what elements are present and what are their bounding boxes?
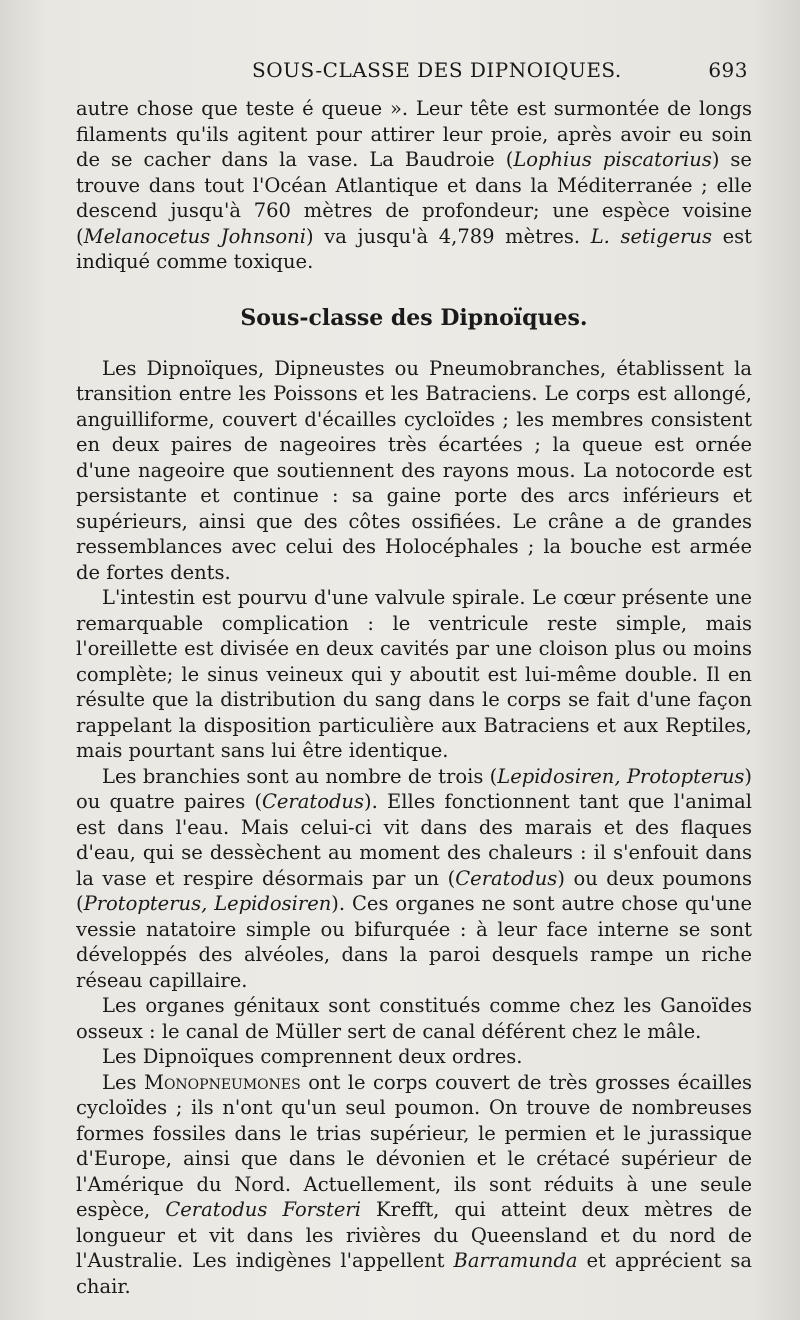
- text-run: Les: [102, 1070, 144, 1094]
- italic-run: Ceratodus Forsteri: [165, 1198, 361, 1221]
- running-head: [76, 58, 752, 96]
- paragraph-reproduction: Les organes génitaux sont constitués comme chez les Ganoïdes osseux : le canal de Müller sert de canal déférent chez le mâle.: [76, 994, 752, 1043]
- text-run: ont le corps couvert de très grosses écailles cycloïdes ; ils n'ont qu'un seul poumon. On trouve de nombreuses formes fossiles dans le trias supérieur, le permien et le jurassique d'Europe, ainsi que dans le dévonien et le crétacé supérieur de l'Amérique du Nord. Actuellement, ils sont réduits à une seule espèce,: [76, 1070, 752, 1221]
- text-run: ). Elles fonctionnent tant que l'animal est dans l'eau. Mais celui-ci vit dans des marais et des flaques d'eau, qui se dessèchent au moment des chaleurs : il s'enfouit dans la vase et respire désormais par un (: [76, 790, 752, 890]
- text-run: ) ou deux poumons (: [76, 866, 752, 915]
- paragraph-respiration: [76, 764, 752, 994]
- paragraph-orders: Les Dipnoïques comprennent deux ordres.: [102, 1045, 523, 1068]
- text-run: est indiqué comme toxique.: [76, 224, 752, 273]
- text-run: ). Ces organes ne sont autre chose qu'une vessie natatoire simple ou bifurquée : à leur face interne se sont développés des alvéoles, dans la paroi desquels rampe un riche réseau capillaire.: [76, 892, 752, 992]
- page-number: 693: [708, 58, 748, 82]
- paragraph-anatomy: L'intestin est pourvu d'une valvule spirale. Le cœur présente une remarquable complication : le ventricule reste simple, mais l'oreillette est divisée en deux cavités par une cloison plus ou moins complète; le sinus veineux qui y aboutit est lui-même double. Il en résulte que la distribution du sang dans le corps se fait d'une façon rappelant la disposition particulière aux Batraciens et aux Reptiles, mais pourtant sans lui être identique.: [76, 586, 752, 762]
- italic-run: Melanocetus Johnsoni: [83, 224, 306, 248]
- italic-run: Lepidosiren, Protopterus: [497, 764, 745, 788]
- text-run: ) va jusqu'à 4,789 mètres.: [305, 224, 591, 248]
- italic-run: Ceratodus: [455, 866, 558, 890]
- italic-run: L. setigerus: [590, 224, 712, 248]
- paragraph-monopneumones: [76, 1070, 752, 1300]
- text-run: Les branchies sont au nombre de trois (: [102, 764, 498, 788]
- text-run: autre chose que teste é queue ». Leur tête est surmontée de longs filaments qu'ils agitent pour attirer leur proie, après avoir eu soin de se cacher dans la vase. La Baudroie (: [76, 97, 752, 171]
- text-run: et apprécient sa chair.: [76, 1249, 752, 1298]
- text-run: ) ou quatre paires (: [76, 764, 752, 813]
- italic-run: Protopterus, Lepidosiren: [83, 892, 332, 915]
- small-caps-run: Monopneumones: [143, 1070, 301, 1094]
- text-run: Krefft, qui atteint deux mètres de longueur et vit dans les rivières du Queensland et du nord de l'Australie. Les indigènes l'appellent: [76, 1198, 752, 1272]
- italic-run: Ceratodus: [261, 790, 365, 813]
- paragraph-description: Les Dipnoïques, Dipneustes ou Pneumobranches, établissent la transition entre les Poissons et les Batraciens. Le corps est allongé, anguilliforme, couvert d'écailles cycloïdes ; les membres consistent en deux paires de nageoires très écartées ; la queue est ornée d'une nageoire que soutiennent des rayons mous. La notocorde est persistante et continue : sa gaine porte des arcs inférieurs et supérieurs, ainsi que des côtes ossifiées. Le crâne a de grandes ressemblances avec celui des Holocéphales ; la bouche est armée de fortes dents.: [76, 356, 752, 584]
- intro-paragraph: [76, 96, 752, 275]
- text-run: ) se trouve dans tout l'Océan Atlantique et dans la Méditerranée ; elle descend jusqu'à 760 mètres de profondeur; une espèce voisine (: [76, 148, 752, 248]
- italic-run: Lophius piscatorius: [513, 148, 712, 171]
- running-title: SOUS-CLASSE DES DIPNOIQUES.: [252, 58, 622, 82]
- italic-run: Barramunda: [453, 1249, 578, 1272]
- section-heading: Sous-classe des Dipnoïques.: [240, 304, 588, 331]
